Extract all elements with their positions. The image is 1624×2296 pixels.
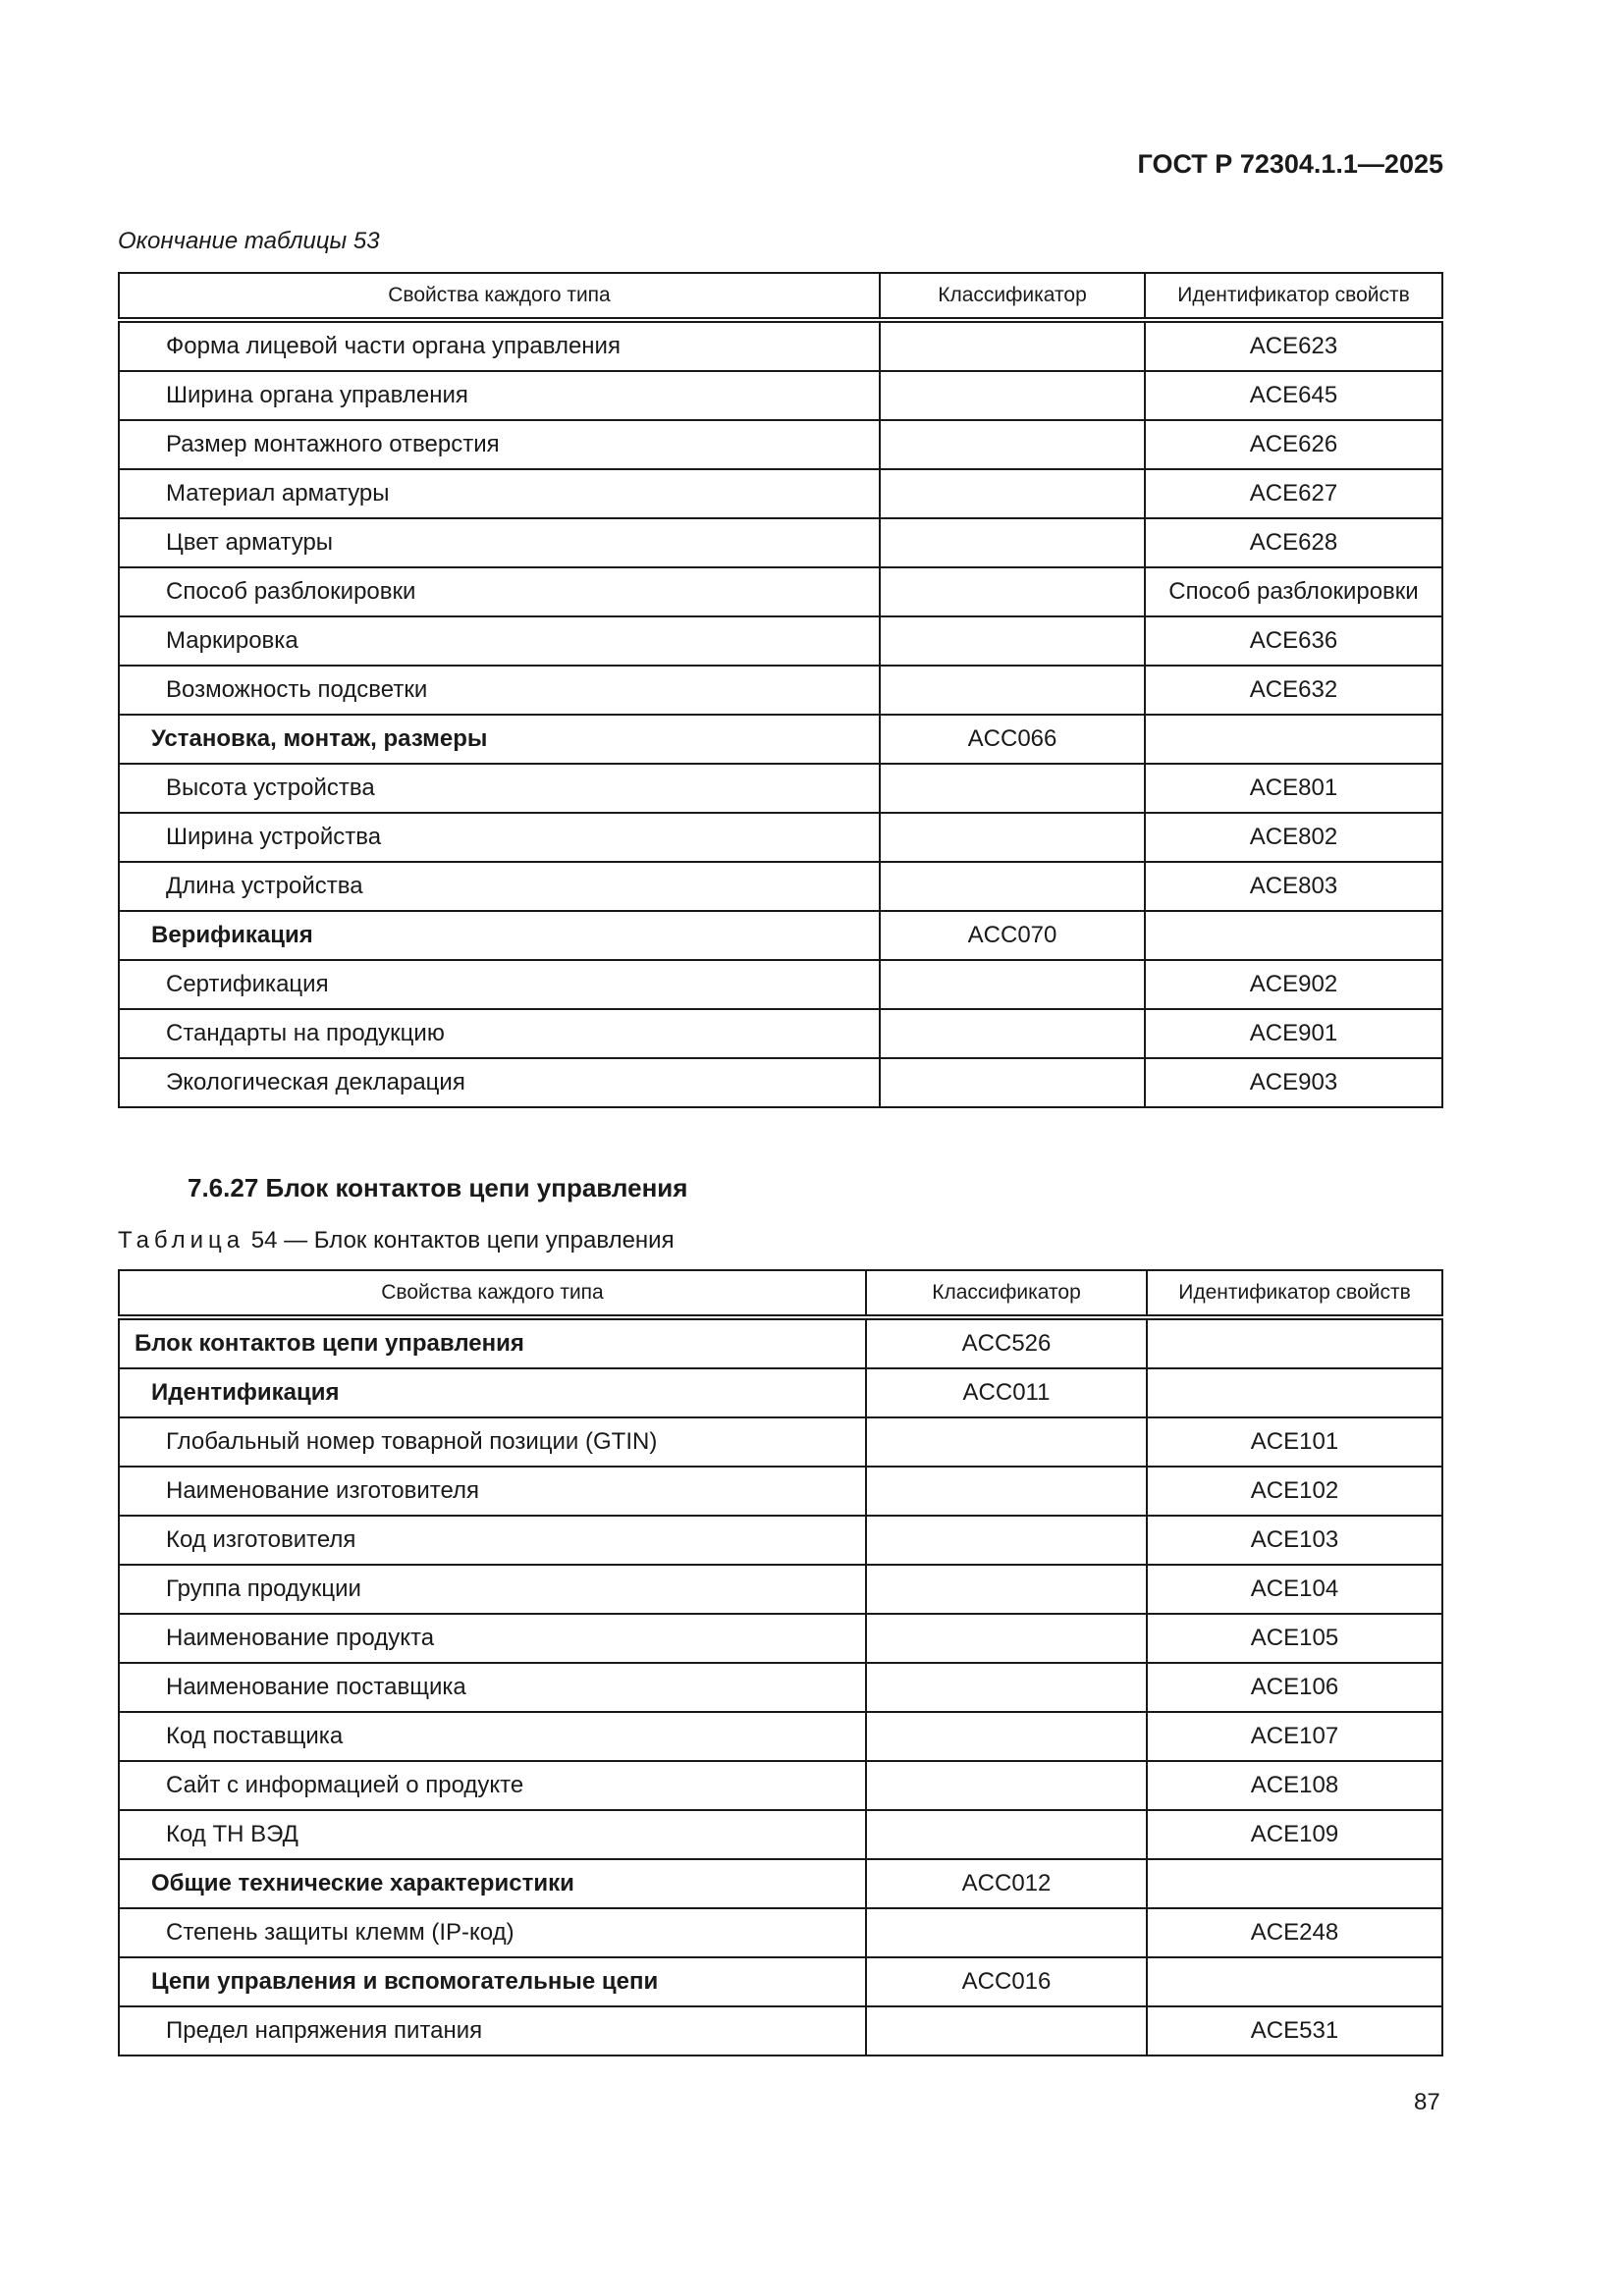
property-name-cell: Цвет арматуры	[119, 518, 880, 567]
property-id-cell	[1147, 1859, 1442, 1908]
property-id-cell: ACE106	[1147, 1663, 1442, 1712]
table-row	[119, 1859, 1442, 1908]
property-id-cell	[1145, 715, 1442, 764]
property-name-cell: Степень защиты клемм (IP-код)	[119, 1908, 866, 1957]
column-header-property-id: Идентификатор свойств	[1145, 273, 1442, 320]
classifier-cell	[880, 1009, 1145, 1058]
property-id-cell: ACE803	[1145, 862, 1442, 911]
table-row	[119, 1417, 1442, 1467]
property-name-cell: Наименование поставщика	[119, 1663, 866, 1712]
classifier-cell	[866, 1516, 1147, 1565]
property-id-cell: ACE531	[1147, 2006, 1442, 2056]
table-row	[119, 2006, 1442, 2056]
property-name-cell: Код поставщика	[119, 1712, 866, 1761]
table-row	[119, 960, 1442, 1009]
column-header-properties: Свойства каждого типа	[119, 1270, 866, 1317]
classifier-cell: ACC011	[866, 1368, 1147, 1417]
classifier-cell	[880, 1058, 1145, 1107]
column-header-classifier: Классификатор	[866, 1270, 1147, 1317]
column-header-property-id: Идентификатор свойств	[1147, 1270, 1442, 1317]
table-row	[119, 1516, 1442, 1565]
table-header-row	[119, 1270, 1442, 1317]
table-54-caption	[118, 1227, 675, 1255]
property-name-cell: Код ТН ВЭД	[119, 1810, 866, 1859]
classifier-cell	[880, 813, 1145, 862]
table-row	[119, 1009, 1442, 1058]
classifier-cell	[880, 371, 1145, 420]
classifier-cell	[866, 1761, 1147, 1810]
property-id-cell: ACE801	[1145, 764, 1442, 813]
table-row	[119, 911, 1442, 960]
classifier-cell	[866, 1712, 1147, 1761]
property-name-cell: Установка, монтаж, размеры	[119, 715, 880, 764]
property-name-cell: Цепи управления и вспомогательные цепи	[119, 1957, 866, 2006]
property-id-cell	[1147, 1317, 1442, 1368]
classifier-cell: ACC066	[880, 715, 1145, 764]
table-row	[119, 1761, 1442, 1810]
table-row	[119, 862, 1442, 911]
property-name-cell: Способ разблокировки	[119, 567, 880, 616]
table-row	[119, 666, 1442, 715]
classifier-cell	[880, 666, 1145, 715]
property-id-cell: ACE645	[1145, 371, 1442, 420]
property-id-cell: ACE627	[1145, 469, 1442, 518]
property-id-cell: ACE636	[1145, 616, 1442, 666]
classifier-cell	[866, 1810, 1147, 1859]
classifier-cell	[866, 1663, 1147, 1712]
classifier-cell	[866, 1908, 1147, 1957]
property-id-cell: ACE623	[1145, 320, 1442, 371]
property-name-cell: Стандарты на продукцию	[119, 1009, 880, 1058]
property-name-cell: Идентификация	[119, 1368, 866, 1417]
property-name-cell: Предел напряжения питания	[119, 2006, 866, 2056]
table-row	[119, 371, 1442, 420]
document-code: ГОСТ Р 72304.1.1—2025	[1137, 149, 1443, 179]
table-row	[119, 1368, 1442, 1417]
table-row	[119, 1058, 1442, 1107]
table-row	[119, 715, 1442, 764]
table-row	[119, 518, 1442, 567]
table-row	[119, 420, 1442, 469]
table-54	[118, 1269, 1443, 2056]
column-header-properties: Свойства каждого типа	[119, 273, 880, 320]
property-name-cell: Длина устройства	[119, 862, 880, 911]
property-name-cell: Ширина устройства	[119, 813, 880, 862]
property-name-cell: Группа продукции	[119, 1565, 866, 1614]
classifier-cell	[880, 616, 1145, 666]
property-id-cell: ACE903	[1145, 1058, 1442, 1107]
property-name-cell: Ширина органа управления	[119, 371, 880, 420]
classifier-cell: ACC526	[866, 1317, 1147, 1368]
property-name-cell: Материал арматуры	[119, 469, 880, 518]
classifier-cell	[866, 1614, 1147, 1663]
property-name-cell: Экологическая декларация	[119, 1058, 880, 1107]
table-row	[119, 813, 1442, 862]
table-row	[119, 616, 1442, 666]
classifier-cell	[880, 320, 1145, 371]
table-row	[119, 1565, 1442, 1614]
table-53-continuation-caption: Окончание таблицы 53	[118, 228, 380, 254]
property-id-cell	[1147, 1957, 1442, 2006]
table-row	[119, 1663, 1442, 1712]
property-id-cell	[1147, 1368, 1442, 1417]
table-row	[119, 469, 1442, 518]
property-id-cell: ACE902	[1145, 960, 1442, 1009]
property-id-cell	[1145, 911, 1442, 960]
property-id-cell: ACE802	[1145, 813, 1442, 862]
property-name-cell: Общие технические характеристики	[119, 1859, 866, 1908]
property-name-cell: Размер монтажного отверстия	[119, 420, 880, 469]
table-label: Таблица	[118, 1227, 245, 1254]
classifier-cell	[880, 960, 1145, 1009]
table-row	[119, 1810, 1442, 1859]
table-row	[119, 1908, 1442, 1957]
property-name-cell: Форма лицевой части органа управления	[119, 320, 880, 371]
table-row	[119, 764, 1442, 813]
classifier-cell: ACC070	[880, 911, 1145, 960]
classifier-cell	[880, 469, 1145, 518]
property-id-cell: ACE108	[1147, 1761, 1442, 1810]
property-name-cell: Высота устройства	[119, 764, 880, 813]
table-row	[119, 1317, 1442, 1368]
classifier-cell	[880, 764, 1145, 813]
property-name-cell: Блок контактов цепи управления	[119, 1317, 866, 1368]
table-row	[119, 567, 1442, 616]
table-row	[119, 1712, 1442, 1761]
property-id-cell: ACE101	[1147, 1417, 1442, 1467]
classifier-cell	[880, 862, 1145, 911]
table-row	[119, 1957, 1442, 2006]
property-id-cell: ACE105	[1147, 1614, 1442, 1663]
page-number: 87	[1414, 2089, 1440, 2115]
property-id-cell: ACE103	[1147, 1516, 1442, 1565]
table-header-row	[119, 273, 1442, 320]
property-name-cell: Возможность подсветки	[119, 666, 880, 715]
property-id-cell: ACE901	[1145, 1009, 1442, 1058]
property-id-cell: ACE102	[1147, 1467, 1442, 1516]
property-name-cell: Верификация	[119, 911, 880, 960]
property-id-cell: ACE109	[1147, 1810, 1442, 1859]
property-name-cell: Сайт с информацией о продукте	[119, 1761, 866, 1810]
property-id-cell: ACE628	[1145, 518, 1442, 567]
property-id-cell: ACE632	[1145, 666, 1442, 715]
property-name-cell: Сертификация	[119, 960, 880, 1009]
property-name-cell: Наименование изготовителя	[119, 1467, 866, 1516]
classifier-cell: ACC012	[866, 1859, 1147, 1908]
property-name-cell: Маркировка	[119, 616, 880, 666]
table-title: 54 — Блок контактов цепи управления	[244, 1227, 675, 1254]
property-id-cell: ACE104	[1147, 1565, 1442, 1614]
property-id-cell: ACE107	[1147, 1712, 1442, 1761]
property-name-cell: Код изготовителя	[119, 1516, 866, 1565]
table-row	[119, 320, 1442, 371]
property-id-cell: Способ разблокировки	[1145, 567, 1442, 616]
classifier-cell	[880, 420, 1145, 469]
column-header-classifier: Классификатор	[880, 273, 1145, 320]
table-53	[118, 272, 1443, 1108]
classifier-cell	[866, 1417, 1147, 1467]
table-row	[119, 1614, 1442, 1663]
classifier-cell	[880, 518, 1145, 567]
classifier-cell	[866, 2006, 1147, 2056]
classifier-cell	[880, 567, 1145, 616]
classifier-cell: ACC016	[866, 1957, 1147, 2006]
property-id-cell: ACE248	[1147, 1908, 1442, 1957]
classifier-cell	[866, 1467, 1147, 1516]
table-row	[119, 1467, 1442, 1516]
property-name-cell: Глобальный номер товарной позиции (GTIN)	[119, 1417, 866, 1467]
classifier-cell	[866, 1565, 1147, 1614]
property-name-cell: Наименование продукта	[119, 1614, 866, 1663]
property-id-cell: ACE626	[1145, 420, 1442, 469]
section-heading: 7.6.27 Блок контактов цепи управления	[188, 1173, 688, 1202]
